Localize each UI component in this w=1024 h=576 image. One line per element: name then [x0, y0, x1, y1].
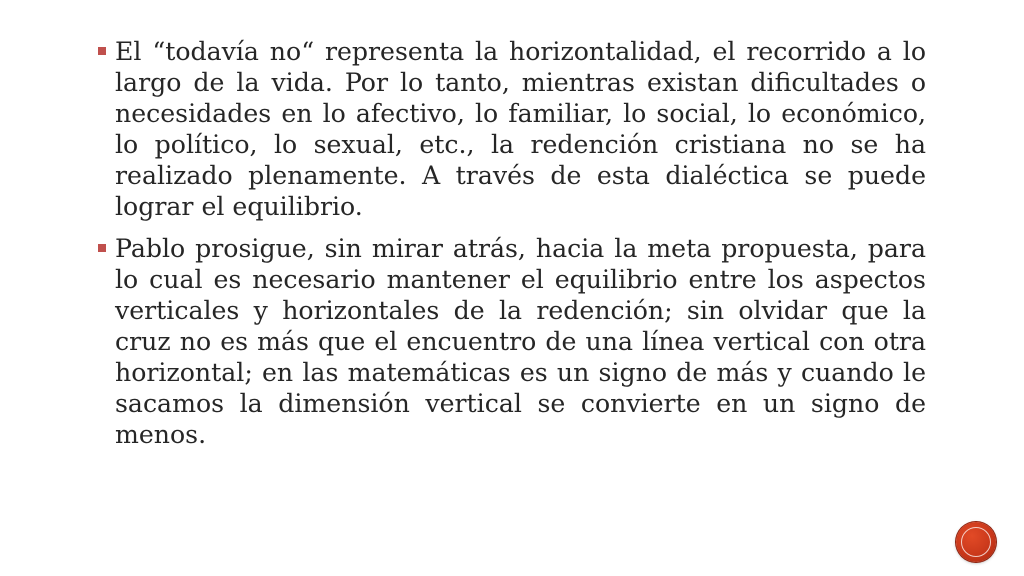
badge-ring [961, 527, 991, 557]
bullet-item [98, 233, 926, 450]
slide-number-circle-icon [956, 522, 996, 562]
bullet-text: El “todavía no“ representa la horizontalidad, el recorrido a lo largo de la vida. Por lo tanto, mientras existan dificultades o necesidades en lo afectivo, lo familiar, lo social, lo económico, lo político, lo sexual, etc., la redención cristiana no se ha realizado plenamente. A través de esta dialéctica se puede lograr el equilibrio. [115, 37, 926, 221]
square-bullet-icon [98, 244, 106, 252]
bullet-list [98, 36, 926, 461]
bullet-item [98, 36, 926, 222]
bullet-text: Pablo prosigue, sin mirar atrás, hacia la meta propuesta, para lo cual es necesario mantener el equilibrio entre los aspectos verticales y horizontales de la redención; sin olvidar que la cruz no es más que el encuentro de una línea vertical con otra horizontal; en las matemáticas es un signo de más y cuando le sacamos la dimensión vertical se convierte en un signo de menos. [115, 234, 926, 449]
square-bullet-icon [98, 47, 106, 55]
